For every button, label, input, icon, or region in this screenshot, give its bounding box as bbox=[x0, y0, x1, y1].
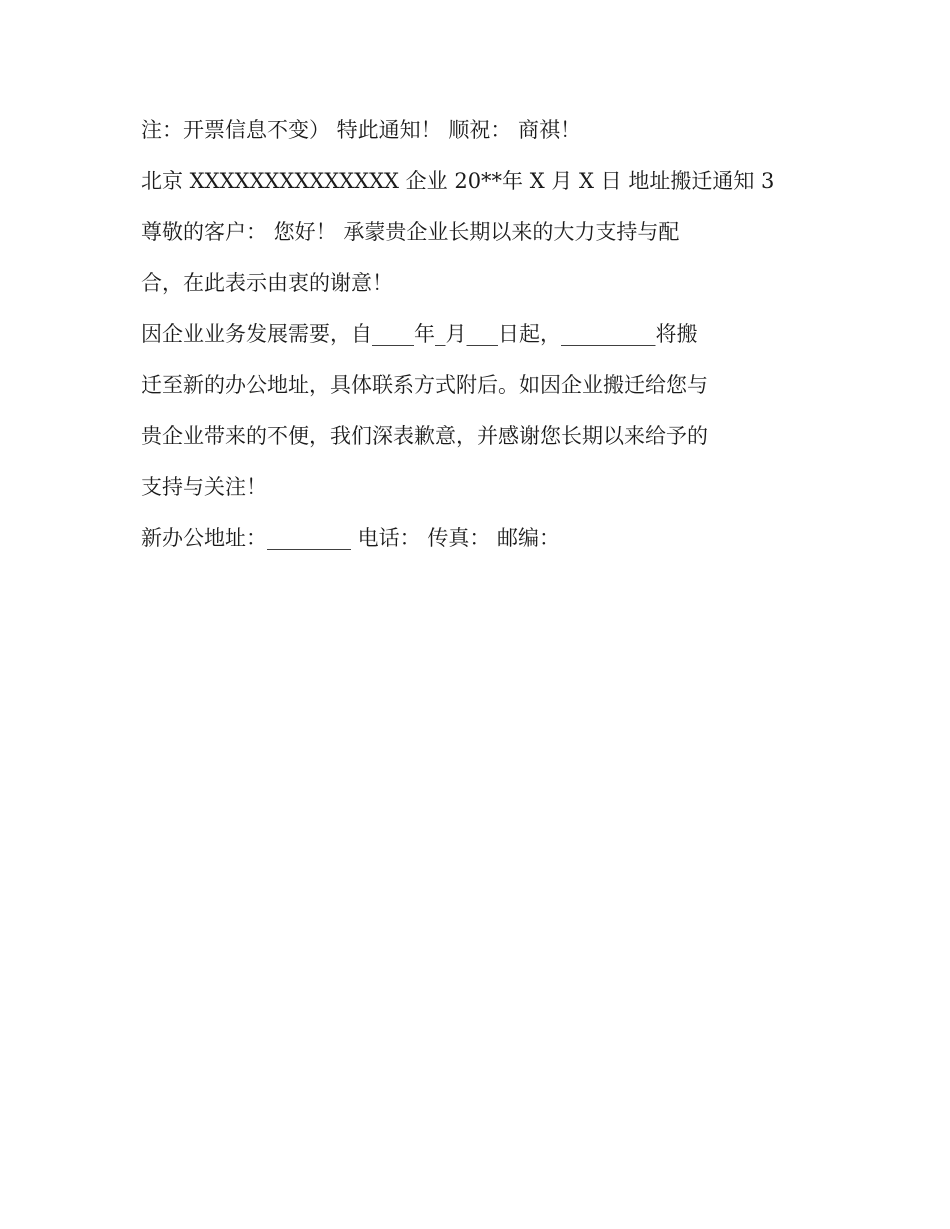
body-text-line: 因企业业务发展需要，自____年_月___日起，_________将搬 bbox=[141, 322, 698, 346]
closing-note-line: 注：开票信息不变） 特此通知！ 顺祝： 商祺！ bbox=[141, 118, 582, 142]
body-text-line: 合，在此表示由衷的谢意！ bbox=[141, 271, 393, 295]
document-body bbox=[141, 105, 821, 564]
notice-title-line: 北京 XXXXXXXXXXXXXX 企业 20**年 X 月 X 日 地址搬迁通知 3 bbox=[141, 169, 775, 193]
contact-info-line: 新办公地址：________ 电话： 传真： 邮编： bbox=[141, 526, 561, 550]
body-text-line: 支持与关注！ bbox=[141, 475, 267, 499]
greeting-line: 尊敬的客户： 您好！ 承蒙贵企业长期以来的大力支持与配 bbox=[141, 220, 680, 244]
body-text-line: 迁至新的办公地址，具体联系方式附后。如因企业搬迁给您与 bbox=[141, 373, 708, 397]
body-text-line: 贵企业带来的不便，我们深表歉意，并感谢您长期以来给予的 bbox=[141, 424, 708, 448]
